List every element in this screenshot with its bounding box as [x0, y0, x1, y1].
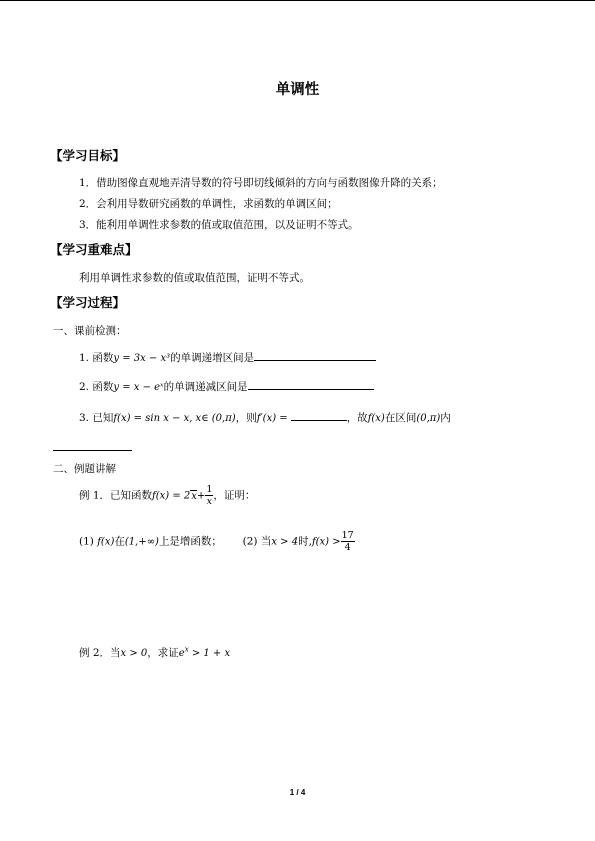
q3-interval: (0,π) [416, 413, 441, 424]
ex2-exp: x [184, 645, 189, 654]
q1-prefix: 1. 函数 [79, 352, 114, 364]
ex1-sub2-lhs: f(x) > [311, 536, 341, 548]
process-heading: 【学习过程】 [50, 295, 126, 310]
ex1-lhs: f(x) = 2 [152, 490, 191, 502]
ex1-suffix: ，证明： [213, 489, 256, 502]
ex1-sub2-den: 4 [344, 542, 351, 553]
part2-heading: 二、例题讲解 [53, 463, 116, 475]
page-number: 1 / 4 [289, 788, 306, 797]
ex2-base: e [178, 648, 185, 659]
ex2-prefix: 例 2．当 [79, 647, 121, 659]
goals-heading: 【学习目标】 [50, 148, 126, 163]
goal-item-3: 3．能利用单调性求参数的值或取值范围，以及证明不等式。 [79, 219, 359, 231]
q2-formula: y = x − eˣ [113, 382, 164, 393]
q2-prefix: 2. 函数 [79, 381, 114, 393]
q1-suffix: 的单调递增区间是 [170, 352, 255, 364]
example-2 [79, 645, 230, 660]
ex1-sub1-label: (1) [79, 535, 94, 548]
ex1-sqrt: x [191, 490, 197, 502]
q3-prefix: 3. 已知 [79, 412, 114, 424]
ex1-frac-num: 1 [206, 484, 213, 495]
ex2-cond: x > 0 [120, 648, 148, 659]
question-1 [79, 350, 376, 365]
ex1-prefix: 例 1．已知函数 [79, 489, 153, 502]
q3-formula: f(x) = sin x − x, x∈ (0,π) [113, 413, 236, 424]
question-3 [79, 410, 451, 425]
ex1-sub1-suffix: 上是增函数； [158, 535, 222, 548]
ex1-sub1-interval: (1,+∞) [124, 536, 159, 548]
ex1-sub2-mid: 当 [260, 535, 272, 548]
ex1-sub2-when: 时, [298, 535, 312, 548]
ex1-sub2-num: 17 [341, 530, 354, 541]
q1-answer-blank[interactable] [254, 350, 376, 361]
goal-item-2: 2．会利用导数研究函数的单调性，求函数的单调区间； [79, 198, 338, 210]
top-rule [0, 0, 595, 1]
example-1 [79, 484, 255, 507]
key-points-heading: 【学习重难点】 [50, 242, 138, 257]
q3-fx: f(x) [367, 413, 385, 424]
example-1-parts [79, 530, 355, 553]
ex1-sub2-cond: x > 4 [271, 536, 299, 548]
q3-derivative: f′(x) = [256, 413, 288, 424]
ex1-frac-den: x [206, 496, 213, 507]
question-2 [79, 379, 374, 394]
q2-answer-blank[interactable] [248, 379, 374, 390]
q3-continuation-blank[interactable] [53, 450, 132, 451]
q3-derivative-blank[interactable] [291, 410, 347, 421]
ex1-sub1-mid: 在 [114, 535, 125, 548]
q3-mid2: ，故 [346, 412, 368, 424]
page-title: 单调性 [275, 82, 320, 98]
q1-formula: y = 3x − x³ [113, 353, 171, 364]
ex2-mid: ，求证 [147, 647, 179, 659]
part1-heading: 一、课前检测： [53, 325, 127, 337]
ex1-sub2-fraction [341, 530, 355, 553]
q3-suffix: 内 [440, 412, 451, 424]
goal-item-1: 1．借助图像直观地弄清导数的符号即切线倾斜的方向与函数图像升降的关系； [79, 177, 443, 189]
q2-suffix: 的单调递减区间是 [163, 381, 248, 393]
q3-mid1: ，则 [235, 412, 257, 424]
ex2-rhs: > 1 + x [188, 648, 231, 659]
ex1-sub1-fx: f(x) [97, 536, 115, 548]
q3-mid3: 在区间 [384, 412, 417, 424]
ex1-plus: + [196, 490, 206, 502]
key-points-text: 利用单调性求参数的值或取值范围，证明不等式。 [79, 272, 310, 284]
ex1-sub2-label: (2) [242, 535, 258, 548]
